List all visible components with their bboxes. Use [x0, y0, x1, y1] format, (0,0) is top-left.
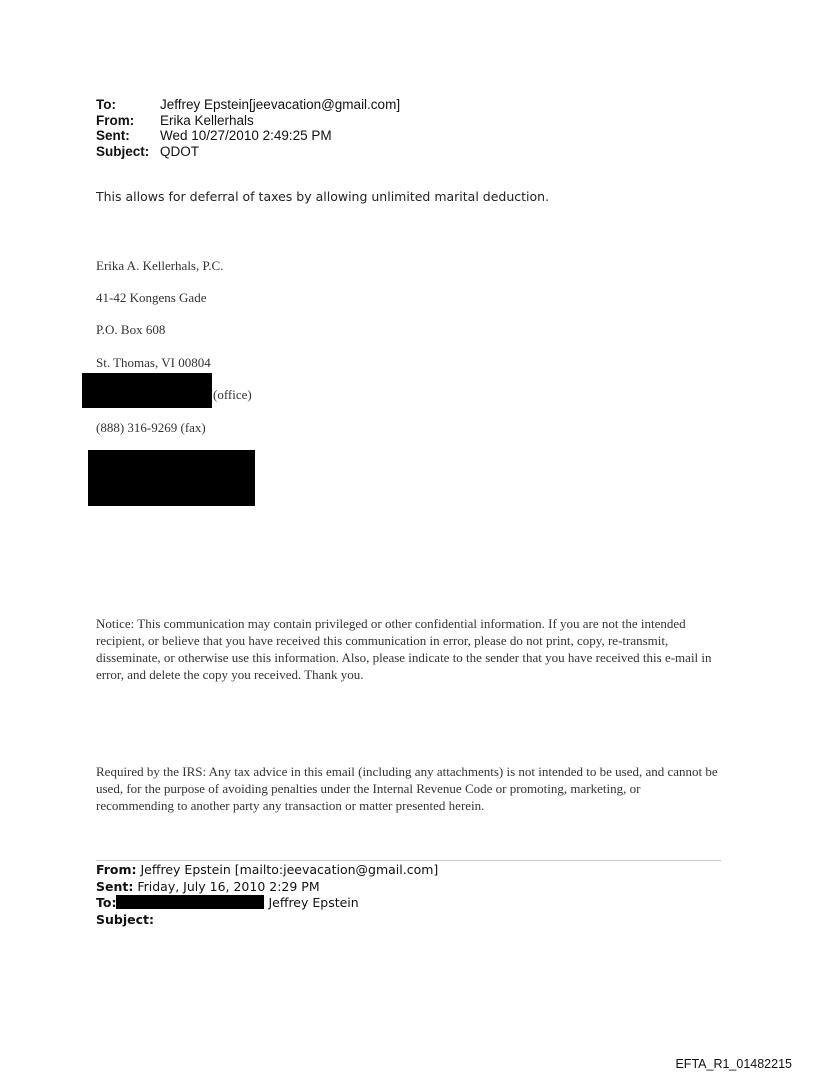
signature-fax: (888) 316-9269 (fax) — [96, 420, 206, 435]
signature-po-box: P.O. Box 608 — [96, 322, 166, 337]
message-body: This allows for deferral of taxes by allowing unlimited marital deduction. — [96, 189, 550, 204]
signature-name: Erika A. Kellerhals, P.C. — [96, 258, 224, 273]
signature-city: St. Thomas, VI 00804 — [96, 355, 211, 370]
fwd-subject-row — [96, 912, 438, 929]
fwd-to-label: To: — [96, 895, 117, 910]
email-header — [96, 97, 400, 159]
fwd-sent-value: Friday, July 16, 2010 2:29 PM — [137, 878, 320, 894]
redaction-to — [116, 895, 264, 909]
header-subject-row — [96, 144, 400, 160]
fwd-subject-label: Subject: — [96, 911, 154, 927]
fwd-to-row — [96, 895, 438, 912]
header-sent-row — [96, 128, 400, 144]
forwarded-header — [96, 862, 438, 928]
confidentiality-notice: Notice: This communication may contain privileged or other confidential information. If you are not the intended recipient, or believe that you have received this communication in error, please do not print, copy, re-transmit, disseminate, or otherwise use this information. Also, please indicate to the sender that you have received this e-mail in error, and delete the copy you received. Thank you. — [96, 616, 712, 682]
divider — [96, 860, 721, 861]
signature-street: 41-42 Kongens Gade — [96, 290, 207, 305]
from-label: From: — [96, 112, 135, 128]
to-value: Jeffrey Epstein[jeevacation@gmail.com] — [160, 97, 401, 112]
fwd-from-value: Jeffrey Epstein [mailto:jeevacation@gmail.com] — [140, 862, 439, 877]
sent-value: Wed 10/27/2010 2:49:25 PM — [160, 128, 332, 143]
from-value: Erika Kellerhals — [160, 112, 254, 128]
fwd-sent-label: Sent: — [96, 878, 134, 894]
header-from-row — [96, 113, 400, 129]
to-label: To: — [96, 97, 116, 112]
bates-number: EFTA_R1_01482215 — [675, 1057, 792, 1071]
subject-value: QDOT — [160, 143, 199, 159]
irs-notice: Required by the IRS: Any tax advice in this email (including any attachments) is not intended to be used, and cannot be used, for the purpose of avoiding penalties under the Internal Revenue Code or promoting, marketing, or recommending to another party any transaction or matter presented herein. — [96, 764, 718, 813]
subject-label: Subject: — [96, 143, 150, 159]
header-to-row — [96, 97, 400, 113]
fwd-sent-row — [96, 879, 438, 896]
fwd-from-row — [96, 862, 438, 879]
redaction-phone — [82, 373, 212, 408]
fwd-from-label: From: — [96, 862, 137, 877]
fwd-to-value: Jeffrey Epstein — [268, 895, 359, 910]
redaction-block — [88, 450, 255, 506]
sent-label: Sent: — [96, 128, 130, 143]
signature-office: (office) — [213, 387, 252, 402]
